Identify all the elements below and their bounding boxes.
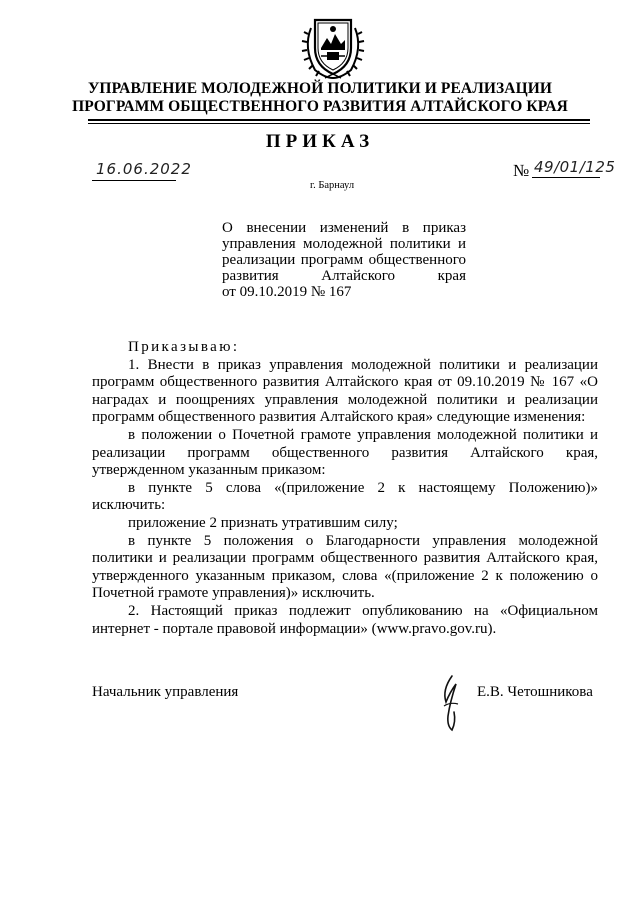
body-paragraph: в пункте 5 слова «(приложение 2 к настоящему Положению)» исключить: <box>92 479 598 514</box>
subject-block <box>222 220 466 300</box>
handwritten-number: 49/01/125 <box>534 158 616 176</box>
signatory-title: Начальник управления <box>92 684 239 700</box>
city: г. Барнаул <box>310 180 355 191</box>
header-rule-thick <box>88 119 590 121</box>
body-paragraph: в положении о Почетной грамоте управления молодежной политики и реализации программ общественного развития Алтайского края, утвержденном указанным приказом: <box>92 426 598 479</box>
body-paragraph: 2. Настоящий приказ подлежит опубликованию на «Официальном интернет - портале правовой информации» (www.pravo.gov.ru). <box>92 602 598 637</box>
body-paragraph: 1. Внести в приказ управления молодежной политики и реализации программ общественного развития Алтайского края от 09.10.2019 № 167 «О наградах и поощрениях управления молодежной политики и реализации программ общественного развития Алтайского края» следующие изменения: <box>92 356 598 426</box>
document-type-title: ПРИКАЗ <box>265 131 375 152</box>
subject-line: от 09.10.2019 № 167 <box>222 284 352 300</box>
handwritten-date: 16.06.2022 <box>96 160 192 178</box>
number-sign: № <box>513 161 530 180</box>
date-underline <box>92 180 176 181</box>
subject-line: развития Алтайского края <box>222 268 466 284</box>
subject-line: О внесении изменений в приказ <box>222 220 466 236</box>
organization-name <box>60 80 580 116</box>
header-rule-thin <box>88 123 590 124</box>
order-body <box>92 339 598 638</box>
order-word: Приказываю: <box>128 339 240 355</box>
org-line-2: ПРОГРАММ ОБЩЕСТВЕННОГО РАЗВИТИЯ АЛТАЙСКОГО КРАЯ <box>72 98 568 115</box>
handwritten-signature <box>430 672 470 734</box>
body-paragraph: приложение 2 признать утратившим силу; <box>128 514 398 531</box>
body-paragraph: в пункте 5 положения о Благодарности управления молодежной политики и реализации программ общественного развития Алтайского края, утвержденного указанным приказом, слова «(приложение 2 к положению о Почетной грамоте управления)» исключить. <box>92 532 598 602</box>
subject-line: управления молодежной политики и <box>222 236 466 252</box>
number-underline <box>532 177 600 178</box>
coat-of-arms-emblem <box>297 12 369 82</box>
subject-line: реализации программ общественного <box>222 252 466 268</box>
org-line-1: УПРАВЛЕНИЕ МОЛОДЕЖНОЙ ПОЛИТИКИ И РЕАЛИЗАЦИИ <box>87 80 553 97</box>
signatory-name: Е.В. Четошникова <box>477 684 593 700</box>
